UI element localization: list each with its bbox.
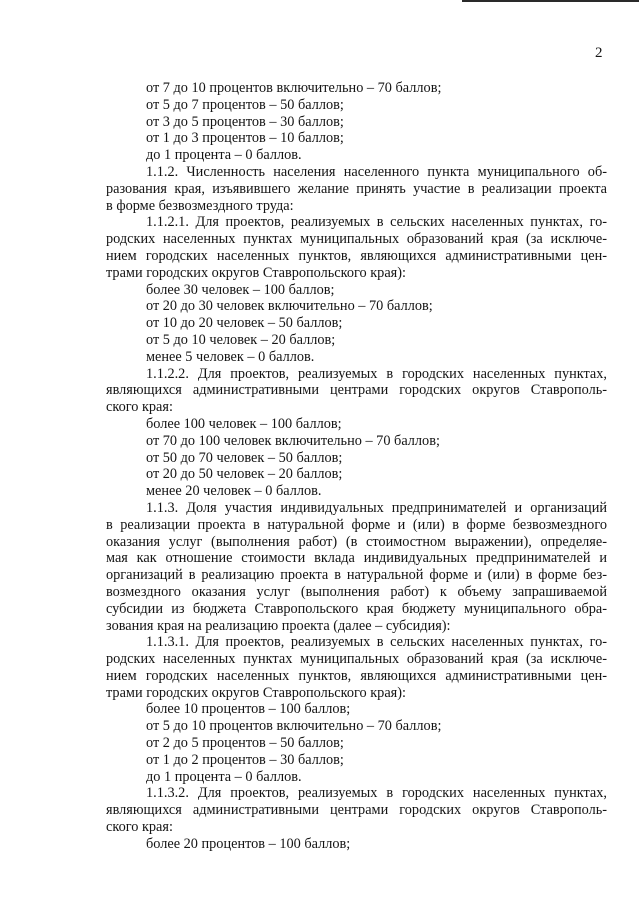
text-line: более 10 процентов – 100 баллов;: [146, 701, 351, 718]
text-line: мая как отношение стоимости вклада индивидуальных предпринимателей и: [106, 550, 607, 567]
text-line: от 5 до 7 процентов – 50 баллов;: [146, 96, 344, 113]
text-line: в реализации проекта в натуральной форме и (или) в форме безвозмездного: [106, 516, 607, 533]
text-line: 1.1.3.1. Для проектов, реализуемых в сельских населенных пунктах, го-: [146, 634, 607, 651]
text-line: от 3 до 5 процентов – 30 баллов;: [146, 113, 344, 130]
text-line: ского края:: [106, 399, 173, 416]
text-line: трами городских округов Ставропольского края):: [106, 264, 406, 281]
text-line: родских населенных пунктах муниципальных образований края (за исключе-: [106, 231, 607, 248]
text-line: в форме безвозмездного труда:: [106, 197, 294, 214]
text-line: менее 5 человек – 0 баллов.: [146, 348, 315, 365]
text-line: от 20 до 50 человек – 20 баллов;: [146, 466, 343, 483]
header-rule: [462, 0, 639, 2]
text-line: организаций в реализацию проекта в натуральной форме и (или) в форме без-: [106, 567, 607, 584]
text-line: от 50 до 70 человек – 50 баллов;: [146, 449, 343, 466]
document-body: [106, 80, 607, 853]
text-line: от 20 до 30 человек включительно – 70 баллов;: [146, 298, 433, 315]
text-line: оказания услуг (выполнения работ) (в стоимостном выражении), определяе-: [106, 533, 607, 550]
text-line: от 1 до 3 процентов – 10 баллов;: [146, 130, 344, 147]
text-line: субсидии из бюджета Ставропольского края бюджету муниципального обра-: [106, 600, 607, 617]
text-line: 1.1.2.2. Для проектов, реализуемых в городских населенных пунктах,: [146, 365, 607, 382]
text-line: от 1 до 2 процентов – 30 баллов;: [146, 751, 344, 768]
text-line: являющихся административными центрами городских округов Ставрополь-: [106, 382, 607, 399]
text-line: нием городских населенных пунктов, являющихся административными цен-: [106, 247, 607, 264]
text-line: от 2 до 5 процентов – 50 баллов;: [146, 735, 344, 752]
text-line: до 1 процента – 0 баллов.: [146, 768, 302, 785]
text-line: разования края, изъявившего желание принять участие в реализации проекта: [106, 180, 607, 197]
text-line: являющихся административными центрами городских округов Ставрополь-: [106, 802, 607, 819]
page-number: 2: [595, 45, 603, 61]
text-line: 1.1.3.2. Для проектов, реализуемых в городских населенных пунктах,: [146, 785, 607, 802]
text-line: менее 20 человек – 0 баллов.: [146, 483, 322, 500]
text-line: от 7 до 10 процентов включительно – 70 баллов;: [146, 80, 442, 96]
text-line: от 10 до 20 человек – 50 баллов;: [146, 315, 343, 332]
text-line: более 20 процентов – 100 баллов;: [146, 835, 351, 852]
text-line: от 70 до 100 человек включительно – 70 баллов;: [146, 432, 440, 449]
text-line: более 100 человек – 100 баллов;: [146, 415, 342, 432]
text-line: трами городских округов Ставропольского края):: [106, 684, 406, 701]
text-line: родских населенных пунктах муниципальных образований края (за исключе-: [106, 651, 607, 668]
text-line: нием городских населенных пунктов, являющихся административными цен-: [106, 667, 607, 684]
text-line: ского края:: [106, 819, 173, 836]
text-line: от 5 до 10 процентов включительно – 70 баллов;: [146, 718, 442, 735]
text-line: от 5 до 10 человек – 20 баллов;: [146, 331, 336, 348]
text-line: возмездного оказания услуг (выполнения работ) к объему запрашиваемой: [106, 583, 607, 600]
text-line: 1.1.3. Доля участия индивидуальных предпринимателей и организаций: [146, 499, 607, 516]
text-line: до 1 процента – 0 баллов.: [146, 147, 302, 164]
text-line: 1.1.2.1. Для проектов, реализуемых в сельских населенных пунктах, го-: [146, 214, 607, 231]
text-line: 1.1.2. Численность населения населенного пункта муниципального об-: [146, 163, 607, 180]
text-line: зования края на реализацию проекта (далее – субсидия):: [106, 617, 451, 634]
text-line: более 30 человек – 100 баллов;: [146, 281, 335, 298]
